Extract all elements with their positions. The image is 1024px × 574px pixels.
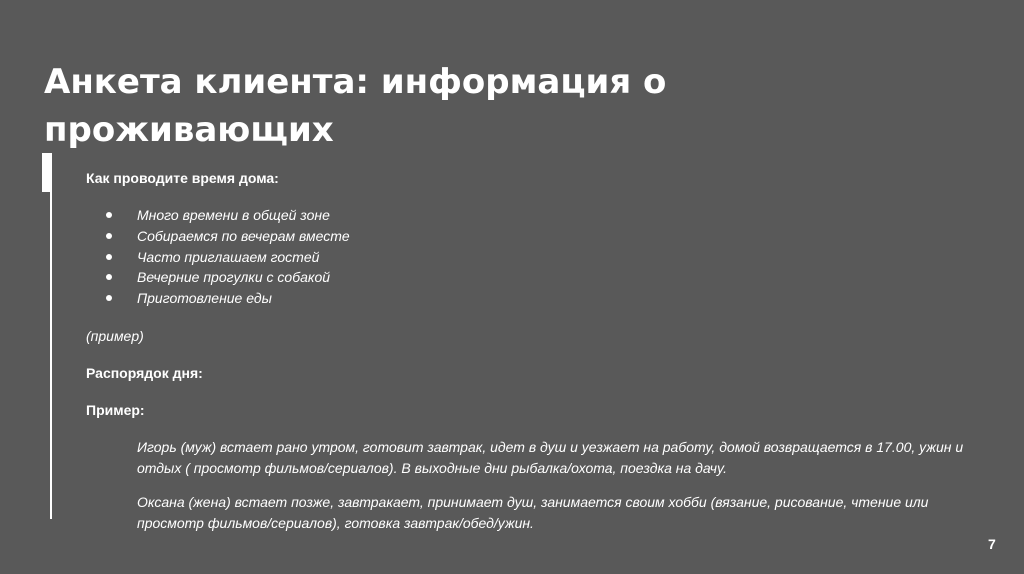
list-item — [86, 226, 986, 247]
bullet-icon — [106, 212, 112, 218]
example-paragraph-husband: Игорь (муж) встает рано утром, готовит завтрак, идет в душ и уезжает на работу, домой возвращается в 17.00, ужин и отдых ( просмотр фильмов/сериалов). В выходные дни рыбалка/охота, поездка на дачу. — [137, 438, 964, 477]
leisure-list — [86, 205, 986, 309]
example-paragraph-wife: Оксана (жена) встает позже, завтракает, принимает душ, занимается своим хобби (вязание, рисование, чтение или просмотр фильмов/сериалов), готовка завтрак/обед/ужин. — [137, 493, 929, 532]
list-item — [86, 288, 986, 309]
leisure-heading: Как проводите время дома: — [86, 170, 279, 186]
list-item — [86, 267, 986, 288]
list-item — [86, 205, 986, 226]
list-item-text: Часто приглашаем гостей — [137, 248, 320, 265]
schedule-heading: Распорядок дня: — [86, 364, 203, 381]
list-item-text: Приготовление еды — [137, 290, 272, 307]
slide-title: Анкета клиента: информация о проживающих — [44, 62, 667, 150]
page-number: 7 — [988, 536, 996, 552]
bullet-icon — [106, 233, 112, 239]
slide-content — [86, 168, 986, 535]
list-item-text: Много времени в общей зоне — [137, 207, 330, 223]
example-heading: Пример: — [86, 401, 145, 418]
list-item-text: Собираемся по вечерам вместе — [137, 227, 350, 244]
bullet-icon — [106, 254, 112, 260]
example-note: (пример) — [86, 327, 144, 344]
list-item-text: Вечерние прогулки с собакой — [137, 269, 331, 286]
bullet-icon — [106, 295, 112, 301]
bullet-icon — [106, 274, 112, 280]
accent-line — [50, 153, 52, 519]
list-item — [86, 247, 986, 268]
